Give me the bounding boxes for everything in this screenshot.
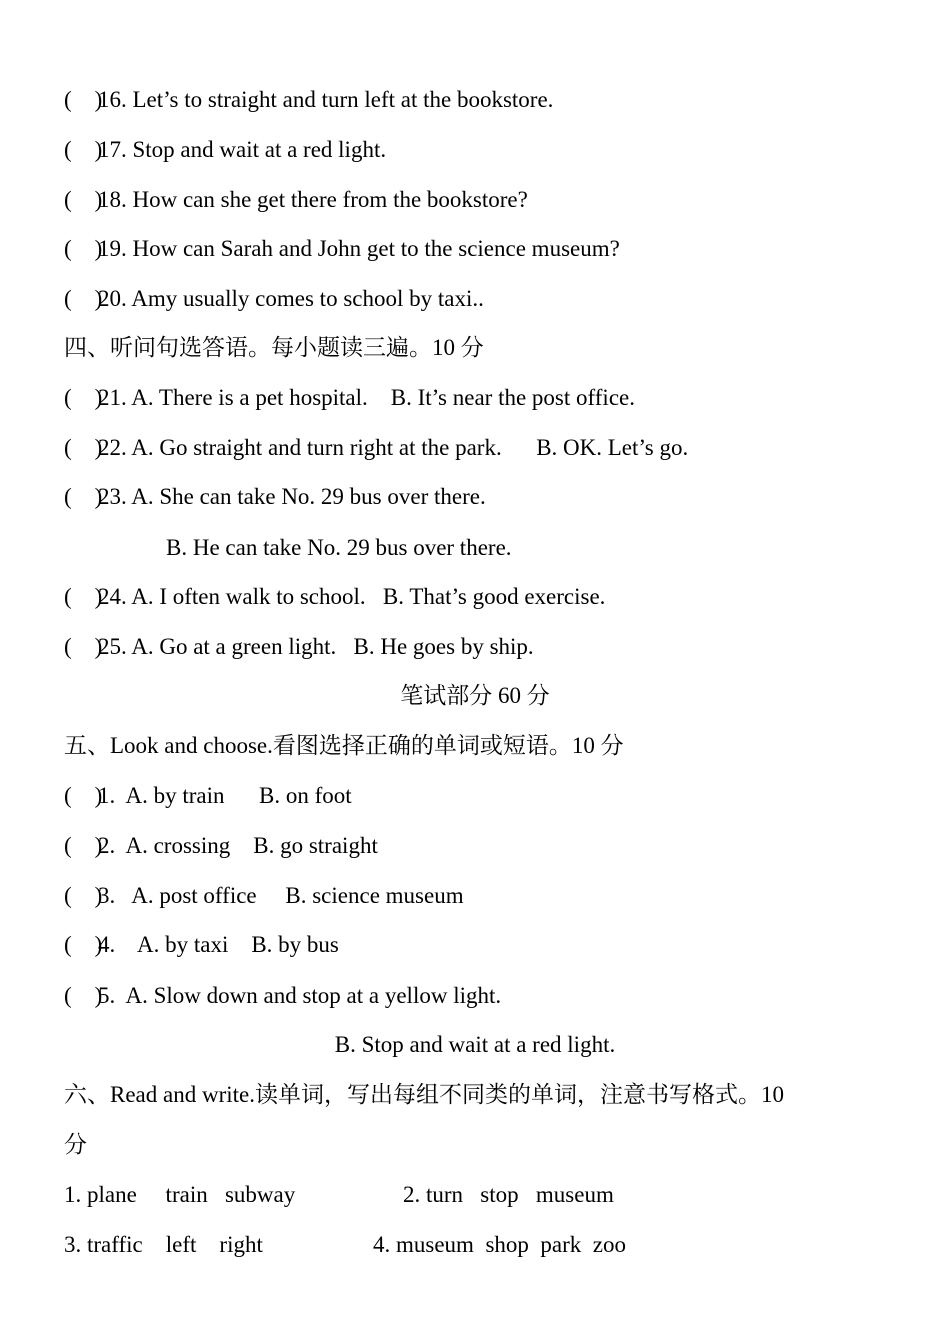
answer-blank[interactable]: ( )	[64, 634, 103, 659]
word-group-4: 4. museum shop park zoo	[373, 1232, 626, 1257]
question-20	[64, 284, 484, 314]
question-18	[64, 185, 528, 215]
answer-blank[interactable]: ( )	[64, 484, 103, 509]
section-5-heading: 五、Look and choose.看图选择正确的单词或短语。10 分	[64, 733, 624, 758]
section-6-heading-continued: 分	[64, 1132, 87, 1157]
question-19	[64, 234, 620, 264]
word-group-2: 2. turn stop museum	[403, 1182, 614, 1207]
question-23	[64, 482, 486, 512]
answer-blank[interactable]: ( )	[64, 883, 103, 908]
question-text: 25. A. Go at a green light. B. He goes by ship.	[98, 634, 534, 659]
question-25	[64, 632, 534, 662]
question-text: 24. A. I often walk to school. B. That’s good exercise.	[98, 584, 606, 609]
question-21	[64, 383, 635, 413]
section-6-heading: 六、Read and write.读单词，写出每组不同类的单词，注意书写格式。10	[64, 1082, 784, 1107]
choice-question-2	[64, 831, 378, 861]
question-text: 21. A. There is a pet hospital. B. It’s near the post office.	[98, 385, 635, 410]
question-text: 2. A. crossing B. go straight	[98, 833, 378, 858]
question-text: 17. Stop and wait at a red light.	[98, 137, 387, 162]
answer-blank[interactable]: ( )	[64, 833, 103, 858]
answer-blank[interactable]: ( )	[64, 783, 103, 808]
question-text: 5. A. Slow down and stop at a yellow light.	[98, 983, 502, 1008]
question-24	[64, 582, 605, 612]
question-16	[64, 85, 553, 115]
answer-blank[interactable]: ( )	[64, 87, 103, 112]
answer-blank[interactable]: ( )	[64, 137, 103, 162]
choice-question-5	[64, 981, 501, 1011]
choice-question-1	[64, 781, 352, 811]
choice-question-3	[64, 881, 464, 911]
word-group-3: 3. traffic left right	[64, 1232, 263, 1257]
question-text: 20. Amy usually comes to school by taxi..	[98, 286, 484, 311]
question-text: 18. How can she get there from the bookstore?	[98, 187, 528, 212]
question-17	[64, 135, 386, 165]
question-text: 1. A. by train B. on foot	[98, 783, 352, 808]
written-part-title: 笔试部分 60 分	[400, 683, 550, 708]
answer-blank[interactable]: ( )	[64, 385, 103, 410]
choice-question-5-option-b: B. Stop and wait at a red light.	[334, 1032, 616, 1057]
answer-blank[interactable]: ( )	[64, 286, 103, 311]
answer-blank[interactable]: ( )	[64, 236, 103, 261]
question-text: 22. A. Go straight and turn right at the park. B. OK. Let’s go.	[98, 435, 689, 460]
answer-blank[interactable]: ( )	[64, 584, 103, 609]
question-text: 23. A. She can take No. 29 bus over there.	[98, 484, 486, 509]
question-22	[64, 433, 688, 463]
answer-blank[interactable]: ( )	[64, 932, 103, 957]
choice-question-4	[64, 930, 339, 960]
answer-blank[interactable]: ( )	[64, 187, 103, 212]
question-text: 19. How can Sarah and John get to the science museum?	[98, 236, 620, 261]
word-group-1: 1. plane train subway	[64, 1182, 296, 1207]
question-23-option-b: B. He can take No. 29 bus over there.	[166, 535, 512, 560]
section-4-heading: 四、听问句选答语。每小题读三遍。10 分	[64, 335, 484, 360]
answer-blank[interactable]: ( )	[64, 435, 103, 460]
question-text: 16. Let’s to straight and turn left at the bookstore.	[98, 87, 554, 112]
question-text: 4. A. by taxi B. by bus	[98, 932, 339, 957]
question-text: 3. A. post office B. science museum	[98, 883, 464, 908]
answer-blank[interactable]: ( )	[64, 983, 103, 1008]
